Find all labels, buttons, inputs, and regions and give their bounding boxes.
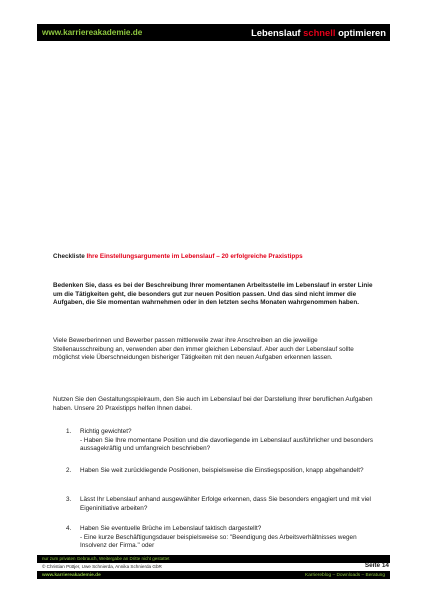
tip-number: 3. <box>66 496 72 503</box>
header-brand <box>251 27 386 38</box>
tip-number: 4. <box>66 525 72 532</box>
brand-highlight: schnell <box>303 27 336 38</box>
footer-copyright: © Christian Püttjer, Uwe Schnierda, Annika Schnierda GbR <box>42 564 162 569</box>
tip-text: Haben Sie eventuelle Brüche im Lebenslauf taktisch dargestellt? - Eine kurze Beschäftigungsdauer beispielsweise so: "Beendigung des Arbeitsverhältnisses wegen Insolvenz der Firma." oder <box>80 525 357 550</box>
tip-number: 1. <box>66 428 72 435</box>
intro-paragraph: Bedenken Sie, dass es bei der Beschreibung Ihrer momentanen Arbeitsstelle im Lebenslauf in erster Linie um die Tätigkeiten geht, die besonders gut zur neuen Position passen. Und das sind nicht immer die Aufgaben, die Sie momentan wahrnehmen oder in den letzten sechs Monaten wahrgenommen haben. <box>53 282 373 307</box>
header-bar <box>37 24 390 41</box>
footer-tagline[interactable]: Karriereblog – Downloads – Beratung <box>305 572 385 578</box>
document-body <box>53 253 379 550</box>
body-paragraph-1: Viele Bewerberinnen und Bewerber passen mittlerweile zwar ihre Anschreiben an die jeweilige Stellenausschreibung an, verwenden aber den immer gleichen Lebenslauf. Aber auch der Lebenslauf sollte möglichst viele Überschneidungen bisheriger Tätigkeiten mit den neuen Aufgaben erkennen lassen. <box>53 337 354 362</box>
footer-site-link[interactable]: www.karriereakademie.de <box>42 572 101 578</box>
tip-number: 2. <box>66 467 72 474</box>
header-site-link[interactable]: www.karriereakademie.de <box>42 28 143 37</box>
brand-after: optimieren <box>335 27 386 38</box>
tip-text: Richtig gewichtet? - Haben Sie Ihre momentane Position und die davorliegende im Lebenslauf ausführlicher und besonders aussagekräftig und umfangreich beschrieben? <box>80 428 374 453</box>
footer-notice-bar <box>37 555 390 563</box>
footer-bar <box>37 571 390 579</box>
heading-prefix: Checkliste <box>53 253 87 260</box>
page-number: Seite 14 <box>364 562 389 569</box>
tip-text: Haben Sie weit zurückliegende Positionen, beispielsweise die Einstiegsposition, knapp abgehandelt? <box>80 467 364 474</box>
page-heading <box>53 253 379 262</box>
footer-notice: nur zum privaten Gebrauch, Weitergabe an Dritte nicht gestattet <box>42 556 170 561</box>
brand-before: Lebenslauf <box>251 27 304 38</box>
body-paragraph-2: Nutzen Sie den Gestaltungsspielraum, den Sie auch im Lebenslauf bei der Darstellung Ihrer beruflichen Aufgaben haben. Unsere 20 Praxistipps helfen Ihnen dabei. <box>53 396 373 412</box>
heading-highlight: Ihre Einstellungsargumente im Lebenslauf – 20 erfolgreiche Praxistipps <box>86 253 303 260</box>
tip-text: Lässt Ihr Lebenslauf anhand ausgewählter Erfolge erkennen, dass Sie besonders engagiert und mit viel Eigeninitiative arbeiten? <box>80 496 371 512</box>
